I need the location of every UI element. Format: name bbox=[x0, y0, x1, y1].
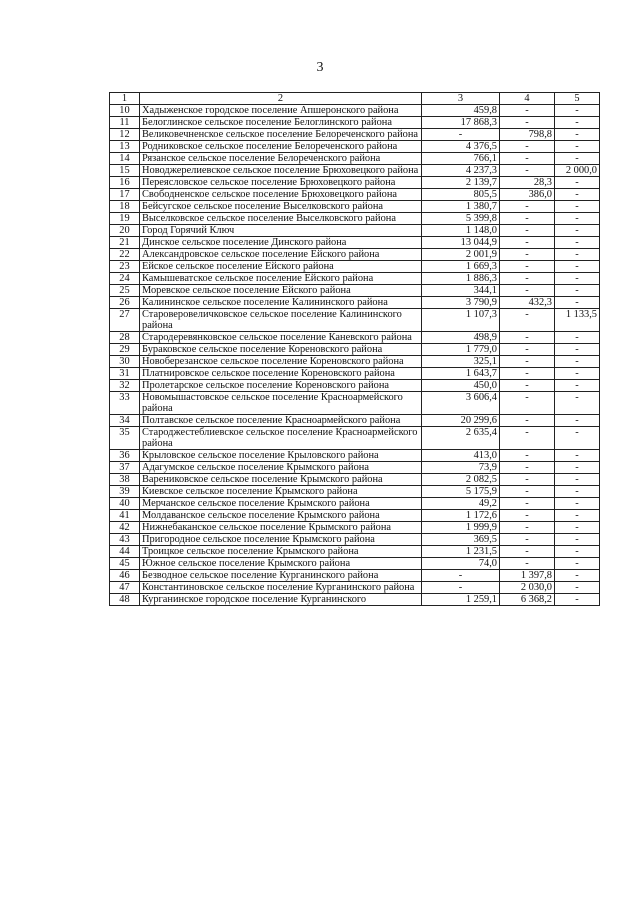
header-cell-4: 4 bbox=[500, 93, 555, 105]
value-col4: - bbox=[500, 153, 555, 165]
table-row bbox=[110, 594, 600, 606]
row-number: 18 bbox=[110, 201, 140, 213]
value-col3: 1 231,5 bbox=[422, 546, 500, 558]
value-col4: 1 397,8 bbox=[500, 570, 555, 582]
value-col4: - bbox=[500, 332, 555, 344]
table-row bbox=[110, 427, 600, 450]
table-row bbox=[110, 117, 600, 129]
value-col5: - bbox=[555, 582, 600, 594]
value-col4: 386,0 bbox=[500, 189, 555, 201]
allocation-table bbox=[109, 92, 600, 606]
table-row bbox=[110, 498, 600, 510]
value-col3: 1 380,7 bbox=[422, 201, 500, 213]
value-col3: 4 376,5 bbox=[422, 141, 500, 153]
value-col3: 5 175,9 bbox=[422, 486, 500, 498]
value-col5: - bbox=[555, 153, 600, 165]
table-row bbox=[110, 273, 600, 285]
settlement-name: Новоджерелиевское сельское поселение Брюховецкого района bbox=[140, 165, 422, 177]
settlement-name: Киевское сельское поселение Крымского района bbox=[140, 486, 422, 498]
row-number: 48 bbox=[110, 594, 140, 606]
value-col4: - bbox=[500, 486, 555, 498]
value-col5: - bbox=[555, 344, 600, 356]
value-col3: 344,1 bbox=[422, 285, 500, 297]
row-number: 38 bbox=[110, 474, 140, 486]
row-number: 44 bbox=[110, 546, 140, 558]
value-col4: - bbox=[500, 380, 555, 392]
value-col5: - bbox=[555, 117, 600, 129]
settlement-name: Варениковское сельское поселение Крымского района bbox=[140, 474, 422, 486]
value-col3: 20 299,6 bbox=[422, 415, 500, 427]
settlement-name: Рязанское сельское поселение Белореченского района bbox=[140, 153, 422, 165]
table-row bbox=[110, 356, 600, 368]
value-col4: - bbox=[500, 450, 555, 462]
settlement-name: Платнировское сельское поселение Кореновского района bbox=[140, 368, 422, 380]
value-col4: - bbox=[500, 285, 555, 297]
value-col4: 28,3 bbox=[500, 177, 555, 189]
table-header-row bbox=[110, 93, 600, 105]
settlement-name: Нижнебаканское сельское поселение Крымского района bbox=[140, 522, 422, 534]
value-col4: - bbox=[500, 534, 555, 546]
table-row bbox=[110, 105, 600, 117]
value-col5: - bbox=[555, 368, 600, 380]
value-col5: - bbox=[555, 105, 600, 117]
header-cell-2: 2 bbox=[140, 93, 422, 105]
row-number: 23 bbox=[110, 261, 140, 273]
value-col3: 3 606,4 bbox=[422, 392, 500, 415]
value-col3: 1 107,3 bbox=[422, 309, 500, 332]
value-col5: 1 133,5 bbox=[555, 309, 600, 332]
table-row bbox=[110, 213, 600, 225]
settlement-name: Динское сельское поселение Динского района bbox=[140, 237, 422, 249]
value-col5: - bbox=[555, 522, 600, 534]
value-col4: - bbox=[500, 237, 555, 249]
value-col3: 1 259,1 bbox=[422, 594, 500, 606]
table-row bbox=[110, 546, 600, 558]
table-row bbox=[110, 261, 600, 273]
row-number: 46 bbox=[110, 570, 140, 582]
settlement-name: Крыловское сельское поселение Крыловского района bbox=[140, 450, 422, 462]
row-number: 41 bbox=[110, 510, 140, 522]
value-col5: - bbox=[555, 249, 600, 261]
value-col5: - bbox=[555, 558, 600, 570]
row-number: 13 bbox=[110, 141, 140, 153]
row-number: 35 bbox=[110, 427, 140, 450]
row-number: 14 bbox=[110, 153, 140, 165]
row-number: 19 bbox=[110, 213, 140, 225]
table-row bbox=[110, 570, 600, 582]
settlement-name: Пролетарское сельское поселение Кореновского района bbox=[140, 380, 422, 392]
value-col3: 450,0 bbox=[422, 380, 500, 392]
settlement-name: Полтавское сельское поселение Красноармейского района bbox=[140, 415, 422, 427]
table-row bbox=[110, 534, 600, 546]
settlement-name: Город Горячий Ключ bbox=[140, 225, 422, 237]
value-col5: - bbox=[555, 392, 600, 415]
settlement-name: Бейсугское сельское поселение Выселковского района bbox=[140, 201, 422, 213]
value-col3: 1 779,0 bbox=[422, 344, 500, 356]
value-col3: - bbox=[422, 582, 500, 594]
value-col4: - bbox=[500, 368, 555, 380]
value-col3: 413,0 bbox=[422, 450, 500, 462]
value-col4: 798,8 bbox=[500, 129, 555, 141]
value-col4: - bbox=[500, 117, 555, 129]
settlement-name: Калининское сельское поселение Калининского района bbox=[140, 297, 422, 309]
table-row bbox=[110, 368, 600, 380]
table-row bbox=[110, 392, 600, 415]
value-col3: 369,5 bbox=[422, 534, 500, 546]
value-col5: - bbox=[555, 380, 600, 392]
row-number: 34 bbox=[110, 415, 140, 427]
value-col5: - bbox=[555, 546, 600, 558]
value-col4: - bbox=[500, 105, 555, 117]
value-col4: - bbox=[500, 498, 555, 510]
settlement-name: Адагумское сельское поселение Крымского района bbox=[140, 462, 422, 474]
table-row bbox=[110, 522, 600, 534]
row-number: 42 bbox=[110, 522, 140, 534]
value-col4: 6 368,2 bbox=[500, 594, 555, 606]
value-col5: - bbox=[555, 261, 600, 273]
row-number: 45 bbox=[110, 558, 140, 570]
row-number: 33 bbox=[110, 392, 140, 415]
value-col3: 2 001,9 bbox=[422, 249, 500, 261]
value-col3: 1 643,7 bbox=[422, 368, 500, 380]
row-number: 47 bbox=[110, 582, 140, 594]
settlement-name: Бураковское сельское поселение Кореновского района bbox=[140, 344, 422, 356]
value-col5: - bbox=[555, 285, 600, 297]
value-col4: - bbox=[500, 225, 555, 237]
row-number: 22 bbox=[110, 249, 140, 261]
table-row bbox=[110, 558, 600, 570]
row-number: 31 bbox=[110, 368, 140, 380]
value-col5: - bbox=[555, 498, 600, 510]
settlement-name: Родниковское сельское поселение Белореченского района bbox=[140, 141, 422, 153]
table-row bbox=[110, 510, 600, 522]
row-number: 15 bbox=[110, 165, 140, 177]
value-col3: 73,9 bbox=[422, 462, 500, 474]
settlement-name: Ейское сельское поселение Ейского района bbox=[140, 261, 422, 273]
row-number: 11 bbox=[110, 117, 140, 129]
value-col5: - bbox=[555, 415, 600, 427]
row-number: 25 bbox=[110, 285, 140, 297]
row-number: 16 bbox=[110, 177, 140, 189]
header-cell-1: 1 bbox=[110, 93, 140, 105]
value-col5: - bbox=[555, 474, 600, 486]
table-row bbox=[110, 474, 600, 486]
row-number: 28 bbox=[110, 332, 140, 344]
value-col3: 1 999,9 bbox=[422, 522, 500, 534]
settlement-name: Белоглинское сельское поселение Белоглинского района bbox=[140, 117, 422, 129]
row-number: 24 bbox=[110, 273, 140, 285]
value-col5: - bbox=[555, 356, 600, 368]
settlement-name: Молдаванское сельское поселение Крымского района bbox=[140, 510, 422, 522]
table-row bbox=[110, 380, 600, 392]
table-row bbox=[110, 285, 600, 297]
value-col4: - bbox=[500, 558, 555, 570]
value-col3: 3 790,9 bbox=[422, 297, 500, 309]
value-col3: - bbox=[422, 129, 500, 141]
table-row bbox=[110, 582, 600, 594]
value-col5: - bbox=[555, 462, 600, 474]
settlement-name: Хадыженское городское поселение Апшеронского района bbox=[140, 105, 422, 117]
table-row bbox=[110, 165, 600, 177]
row-number: 12 bbox=[110, 129, 140, 141]
value-col3: 74,0 bbox=[422, 558, 500, 570]
settlement-name: Новоберезанское сельское поселение Кореновского района bbox=[140, 356, 422, 368]
table-row bbox=[110, 141, 600, 153]
row-number: 36 bbox=[110, 450, 140, 462]
table-row bbox=[110, 129, 600, 141]
table-row bbox=[110, 486, 600, 498]
value-col4: - bbox=[500, 415, 555, 427]
value-col3: 1 669,3 bbox=[422, 261, 500, 273]
settlement-name: Великовечненское сельское поселение Белореченского района bbox=[140, 129, 422, 141]
row-number: 43 bbox=[110, 534, 140, 546]
table-row bbox=[110, 309, 600, 332]
header-cell-3: 3 bbox=[422, 93, 500, 105]
settlement-name: Камышеватское сельское поселение Ейского района bbox=[140, 273, 422, 285]
settlement-name: Пригородное сельское поселение Крымского района bbox=[140, 534, 422, 546]
value-col4: - bbox=[500, 427, 555, 450]
value-col4: 2 030,0 bbox=[500, 582, 555, 594]
row-number: 17 bbox=[110, 189, 140, 201]
value-col3: 325,1 bbox=[422, 356, 500, 368]
value-col5: - bbox=[555, 237, 600, 249]
row-number: 37 bbox=[110, 462, 140, 474]
value-col5: - bbox=[555, 273, 600, 285]
value-col3: 1 148,0 bbox=[422, 225, 500, 237]
settlement-name: Александровское сельское поселение Ейского района bbox=[140, 249, 422, 261]
settlement-name: Константиновское сельское поселение Курганинского района bbox=[140, 582, 422, 594]
row-number: 27 bbox=[110, 309, 140, 332]
settlement-name: Староверовеличковское сельское поселение Калининского района bbox=[140, 309, 422, 332]
settlement-name: Моревское сельское поселение Ейского района bbox=[140, 285, 422, 297]
value-col5: - bbox=[555, 297, 600, 309]
value-col4: - bbox=[500, 474, 555, 486]
settlement-name: Курганинское городское поселение Курганинского bbox=[140, 594, 422, 606]
value-col5: - bbox=[555, 510, 600, 522]
value-col5: - bbox=[555, 213, 600, 225]
value-col4: - bbox=[500, 344, 555, 356]
settlement-name: Мерчанское сельское поселение Крымского района bbox=[140, 498, 422, 510]
value-col5: - bbox=[555, 141, 600, 153]
table-row bbox=[110, 237, 600, 249]
value-col5: - bbox=[555, 189, 600, 201]
value-col3: 766,1 bbox=[422, 153, 500, 165]
value-col5: - bbox=[555, 570, 600, 582]
settlement-name: Переясловское сельское поселение Брюховецкого района bbox=[140, 177, 422, 189]
settlement-name: Безводное сельское поселение Курганинского района bbox=[140, 570, 422, 582]
row-number: 20 bbox=[110, 225, 140, 237]
value-col5: - bbox=[555, 177, 600, 189]
header-cell-5: 5 bbox=[555, 93, 600, 105]
value-col5: 2 000,0 bbox=[555, 165, 600, 177]
table-body bbox=[110, 93, 600, 606]
settlement-name: Новомышастовское сельское поселение Красноармейского района bbox=[140, 392, 422, 415]
value-col3: 2 635,4 bbox=[422, 427, 500, 450]
value-col3: 1 172,6 bbox=[422, 510, 500, 522]
settlement-name: Староджестеблиевское сельское поселение Красноармейского района bbox=[140, 427, 422, 450]
value-col3: 1 886,3 bbox=[422, 273, 500, 285]
table-row bbox=[110, 297, 600, 309]
settlement-name: Троицкое сельское поселение Крымского района bbox=[140, 546, 422, 558]
value-col4: - bbox=[500, 141, 555, 153]
value-col4: - bbox=[500, 249, 555, 261]
value-col3: - bbox=[422, 570, 500, 582]
row-number: 40 bbox=[110, 498, 140, 510]
value-col4: - bbox=[500, 213, 555, 225]
table-row bbox=[110, 462, 600, 474]
value-col3: 5 399,8 bbox=[422, 213, 500, 225]
table-row bbox=[110, 189, 600, 201]
value-col5: - bbox=[555, 225, 600, 237]
value-col4: - bbox=[500, 392, 555, 415]
table-row bbox=[110, 201, 600, 213]
value-col4: - bbox=[500, 462, 555, 474]
row-number: 39 bbox=[110, 486, 140, 498]
row-number: 29 bbox=[110, 344, 140, 356]
value-col5: - bbox=[555, 594, 600, 606]
value-col5: - bbox=[555, 427, 600, 450]
value-col5: - bbox=[555, 201, 600, 213]
table-row bbox=[110, 415, 600, 427]
row-number: 10 bbox=[110, 105, 140, 117]
value-col4: - bbox=[500, 261, 555, 273]
value-col4: - bbox=[500, 273, 555, 285]
row-number: 32 bbox=[110, 380, 140, 392]
page-number: 3 bbox=[316, 60, 324, 75]
table-row bbox=[110, 225, 600, 237]
value-col3: 13 044,9 bbox=[422, 237, 500, 249]
value-col3: 459,8 bbox=[422, 105, 500, 117]
value-col4: - bbox=[500, 309, 555, 332]
settlement-name: Свободненское сельское поселение Брюховецкого района bbox=[140, 189, 422, 201]
value-col4: 432,3 bbox=[500, 297, 555, 309]
table-row bbox=[110, 153, 600, 165]
table-row bbox=[110, 344, 600, 356]
table-row bbox=[110, 450, 600, 462]
value-col3: 4 237,3 bbox=[422, 165, 500, 177]
value-col3: 17 868,3 bbox=[422, 117, 500, 129]
value-col5: - bbox=[555, 129, 600, 141]
value-col5: - bbox=[555, 534, 600, 546]
row-number: 21 bbox=[110, 237, 140, 249]
value-col3: 2 139,7 bbox=[422, 177, 500, 189]
table-row bbox=[110, 177, 600, 189]
value-col3: 498,9 bbox=[422, 332, 500, 344]
row-number: 30 bbox=[110, 356, 140, 368]
value-col3: 805,5 bbox=[422, 189, 500, 201]
table-row bbox=[110, 332, 600, 344]
settlement-name: Южное сельское поселение Крымского района bbox=[140, 558, 422, 570]
value-col3: 49,2 bbox=[422, 498, 500, 510]
row-number: 26 bbox=[110, 297, 140, 309]
value-col4: - bbox=[500, 510, 555, 522]
settlement-name: Стародеревянковское сельское поселение Каневского района bbox=[140, 332, 422, 344]
value-col4: - bbox=[500, 356, 555, 368]
value-col4: - bbox=[500, 201, 555, 213]
value-col5: - bbox=[555, 450, 600, 462]
value-col4: - bbox=[500, 165, 555, 177]
table-row bbox=[110, 249, 600, 261]
value-col4: - bbox=[500, 522, 555, 534]
value-col4: - bbox=[500, 546, 555, 558]
settlement-name: Выселковское сельское поселение Выселковского района bbox=[140, 213, 422, 225]
value-col3: 2 082,5 bbox=[422, 474, 500, 486]
value-col5: - bbox=[555, 332, 600, 344]
value-col5: - bbox=[555, 486, 600, 498]
